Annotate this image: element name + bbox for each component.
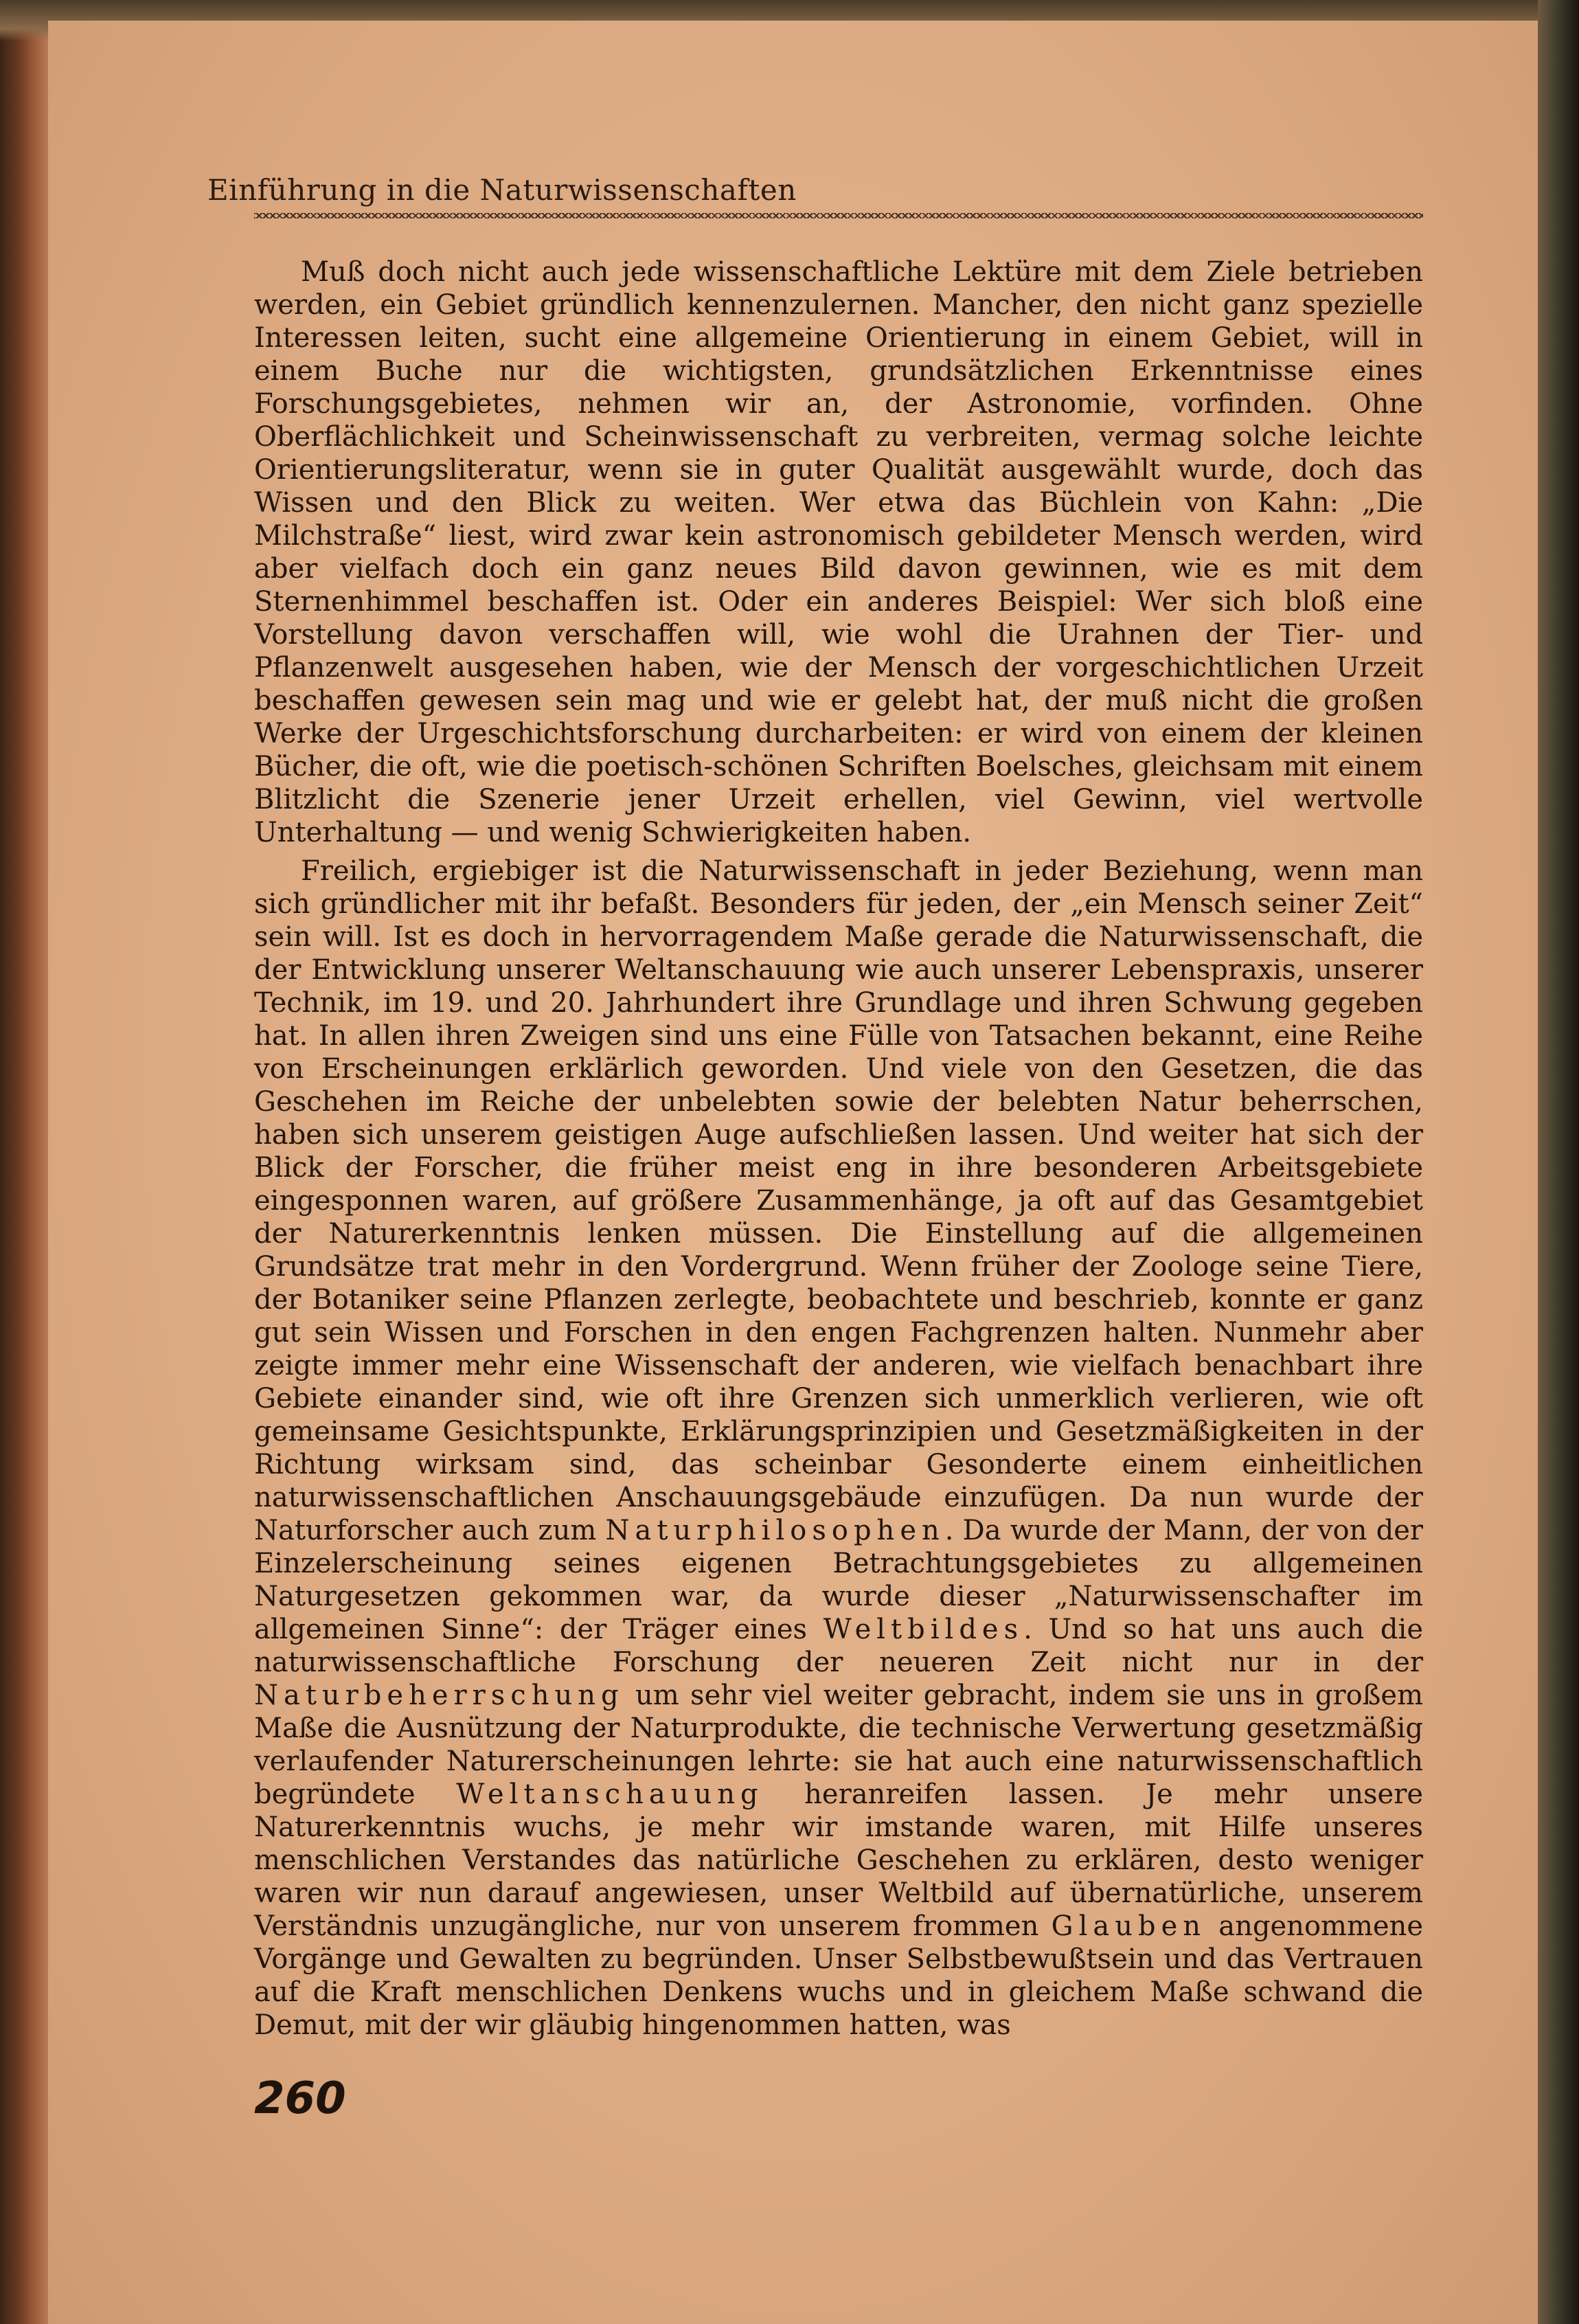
- text-run: heranreifen lassen. Je mehr unsere Naturerkenntnis wuchs, je mehr wir imstande waren, mit Hilfe unseres menschlichen Verstandes das natürliche Geschehen zu erklären, desto weniger waren wir nun darauf angewiesen, unser Weltbild auf übernatürliche, unserem Verständnis unzugängliche, nur von unserem frommen: [254, 1779, 1424, 1942]
- body-text: [254, 256, 1423, 2042]
- spaced-emphasis: Weltanschauung: [456, 1779, 764, 1810]
- running-header: Einführung in die Naturwissenschaften: [207, 173, 797, 207]
- spaced-emphasis: Naturphilosophen: [605, 1515, 945, 1546]
- spaced-emphasis: Naturbeherrschung: [254, 1680, 624, 1711]
- spaced-emphasis: Glauben: [1051, 1910, 1207, 1942]
- text-run: . Und so hat uns auch die naturwissenschaftliche Forschung der neueren Zeit nicht nur in der: [254, 1614, 1423, 1678]
- text-run: Freilich, ergiebiger ist die Naturwissenschaft in jeder Beziehung, wenn man sich gründlicher mit ihr befaßt. Besonders für jeden, der „ein Mensch seiner Zeit“ sein will. Ist es doch in hervorragendem Maße gerade die Naturwissenschaft, die der Entwicklung unserer Weltanschauung wie auch unserer Lebenspraxis, unserer Technik, im 19. und 20. Jahrhundert ihre Grundlage und ihren Schwung gegeben hat. In allen ihren Zweigen sind uns eine Fülle von Tatsachen bekannt, eine Reihe von Erscheinungen erklärlich geworden. Und viele von den Gesetzen, die das Geschehen im Reiche der unbelebten sowie der belebten Natur beherrschen, haben sich unserem geistigen Auge aufschließen lassen. Und weiter hat sich der Blick der Forscher, die früher meist eng in ihre besonderen Arbeitsgebiete eingesponnen waren, auf größere Zusammenhänge, ja oft auf das Gesamtgebiet der Naturerkenntnis lenken müssen. Die Einstellung auf die allgemeinen Grundsätze trat mehr in den Vordergrund. Wenn früher der Zoologe seine Tiere, der Botaniker seine Pflanzen zerlegte, beobachtete und beschrieb, konnte er ganz gut sein Wissen und Forschen in den engen Fachgrenzen halten. Nunmehr aber zeigte immer mehr eine Wissenschaft der anderen, wie vielfach benachbart ihre Gebiete einander sind, wie oft ihre Grenzen sich unmerklich verlieren, wie oft gemeinsame Gesichtspunkte, Erklärungsprinzipien und Gesetzmäßigkeiten in der Richtung wirksam sind, das scheinbar Gesonderte einem einheitlichen naturwissenschaftlichen Anschauungsgebäude einzufügen. Da nun wurde der Naturforscher auch zum: [254, 855, 1423, 1546]
- text-run: um sehr viel weiter gebracht, indem sie uns in großem Maße die Ausnützung der Naturprodukte, die technische Verwertung gesetzmäßig verlaufender Naturerscheinungen lehrte: sie hat auch eine naturwissenschaftlich begründete: [254, 1680, 1423, 1810]
- text-run: angenommene Vorgänge und Gewalten zu begründen. Unser Selbstbewußtsein und das Vertrauen auf die Kraft menschlichen Denkens wuchs und in gleichem Maße schwand die Demut, mit der wir gläubig hingenommen hatten, was: [254, 1910, 1423, 2041]
- text-run: . Da wurde der Mann, der von der Einzelerscheinung seines eigenen Betrachtungsgebietes zu allgemeinen Naturgesetzen gekommen war, da wurde dieser „Naturwissenschafter im allgemeinen Sinne“: der Träger eines: [254, 1515, 1423, 1645]
- book-binding-left: [0, 0, 48, 2324]
- paragraph: [254, 256, 1423, 849]
- text-run: Muß doch nicht auch jede wissenschaftliche Lektüre mit dem Ziele betrieben werden, ein Gebiet gründlich kennenzulernen. Mancher, den nicht ganz spezielle Interessen leiten, sucht eine allgemeine Orientierung in einem Gebiet, will in einem Buche nur die wichtigsten, grundsätzlichen Erkenntnisse eines Forschungsgebietes, nehmen wir an, der Astronomie, vorfinden. Ohne Oberflächlichkeit und Scheinwissenschaft zu verbreiten, vermag solche leichte Orientierungsliteratur, wenn sie in guter Qualität ausgewählt wurde, doch das Wissen und den Blick zu weiten. Wer etwa das Büchlein von Kahn: „Die Milchstraße“ liest, wird zwar kein astronomisch gebildeter Mensch werden, wird aber vielfach doch ein ganz neues Bild davon gewinnen, wie es mit dem Sternenhimmel beschaffen ist. Oder ein anderes Beispiel: Wer sich bloß eine Vorstellung davon verschaffen will, wie wohl die Urahnen der Tier- und Pflanzenwelt ausgesehen haben, wie der Mensch der vorgeschichtlichen Urzeit beschaffen gewesen sein mag und wie er gelebt hat, der muß nicht die großen Werke der Urgeschichtsforschung durcharbeiten: er wird von einem der kleinen Bücher, die oft, wie die poetisch-schönen Schriften Boelsches, gleichsam mit einem Blitzlicht die Szenerie jener Urzeit erhellen, viel Gewinn, viel wertvolle Unterhaltung — und wenig Schwierigkeiten haben.: [254, 256, 1423, 848]
- paragraph: [254, 855, 1423, 2042]
- spaced-emphasis: Weltbildes: [823, 1614, 1024, 1645]
- header-rule: [254, 213, 1423, 218]
- page-number: 260: [254, 2073, 346, 2124]
- book-binding-right: [1538, 0, 1579, 2324]
